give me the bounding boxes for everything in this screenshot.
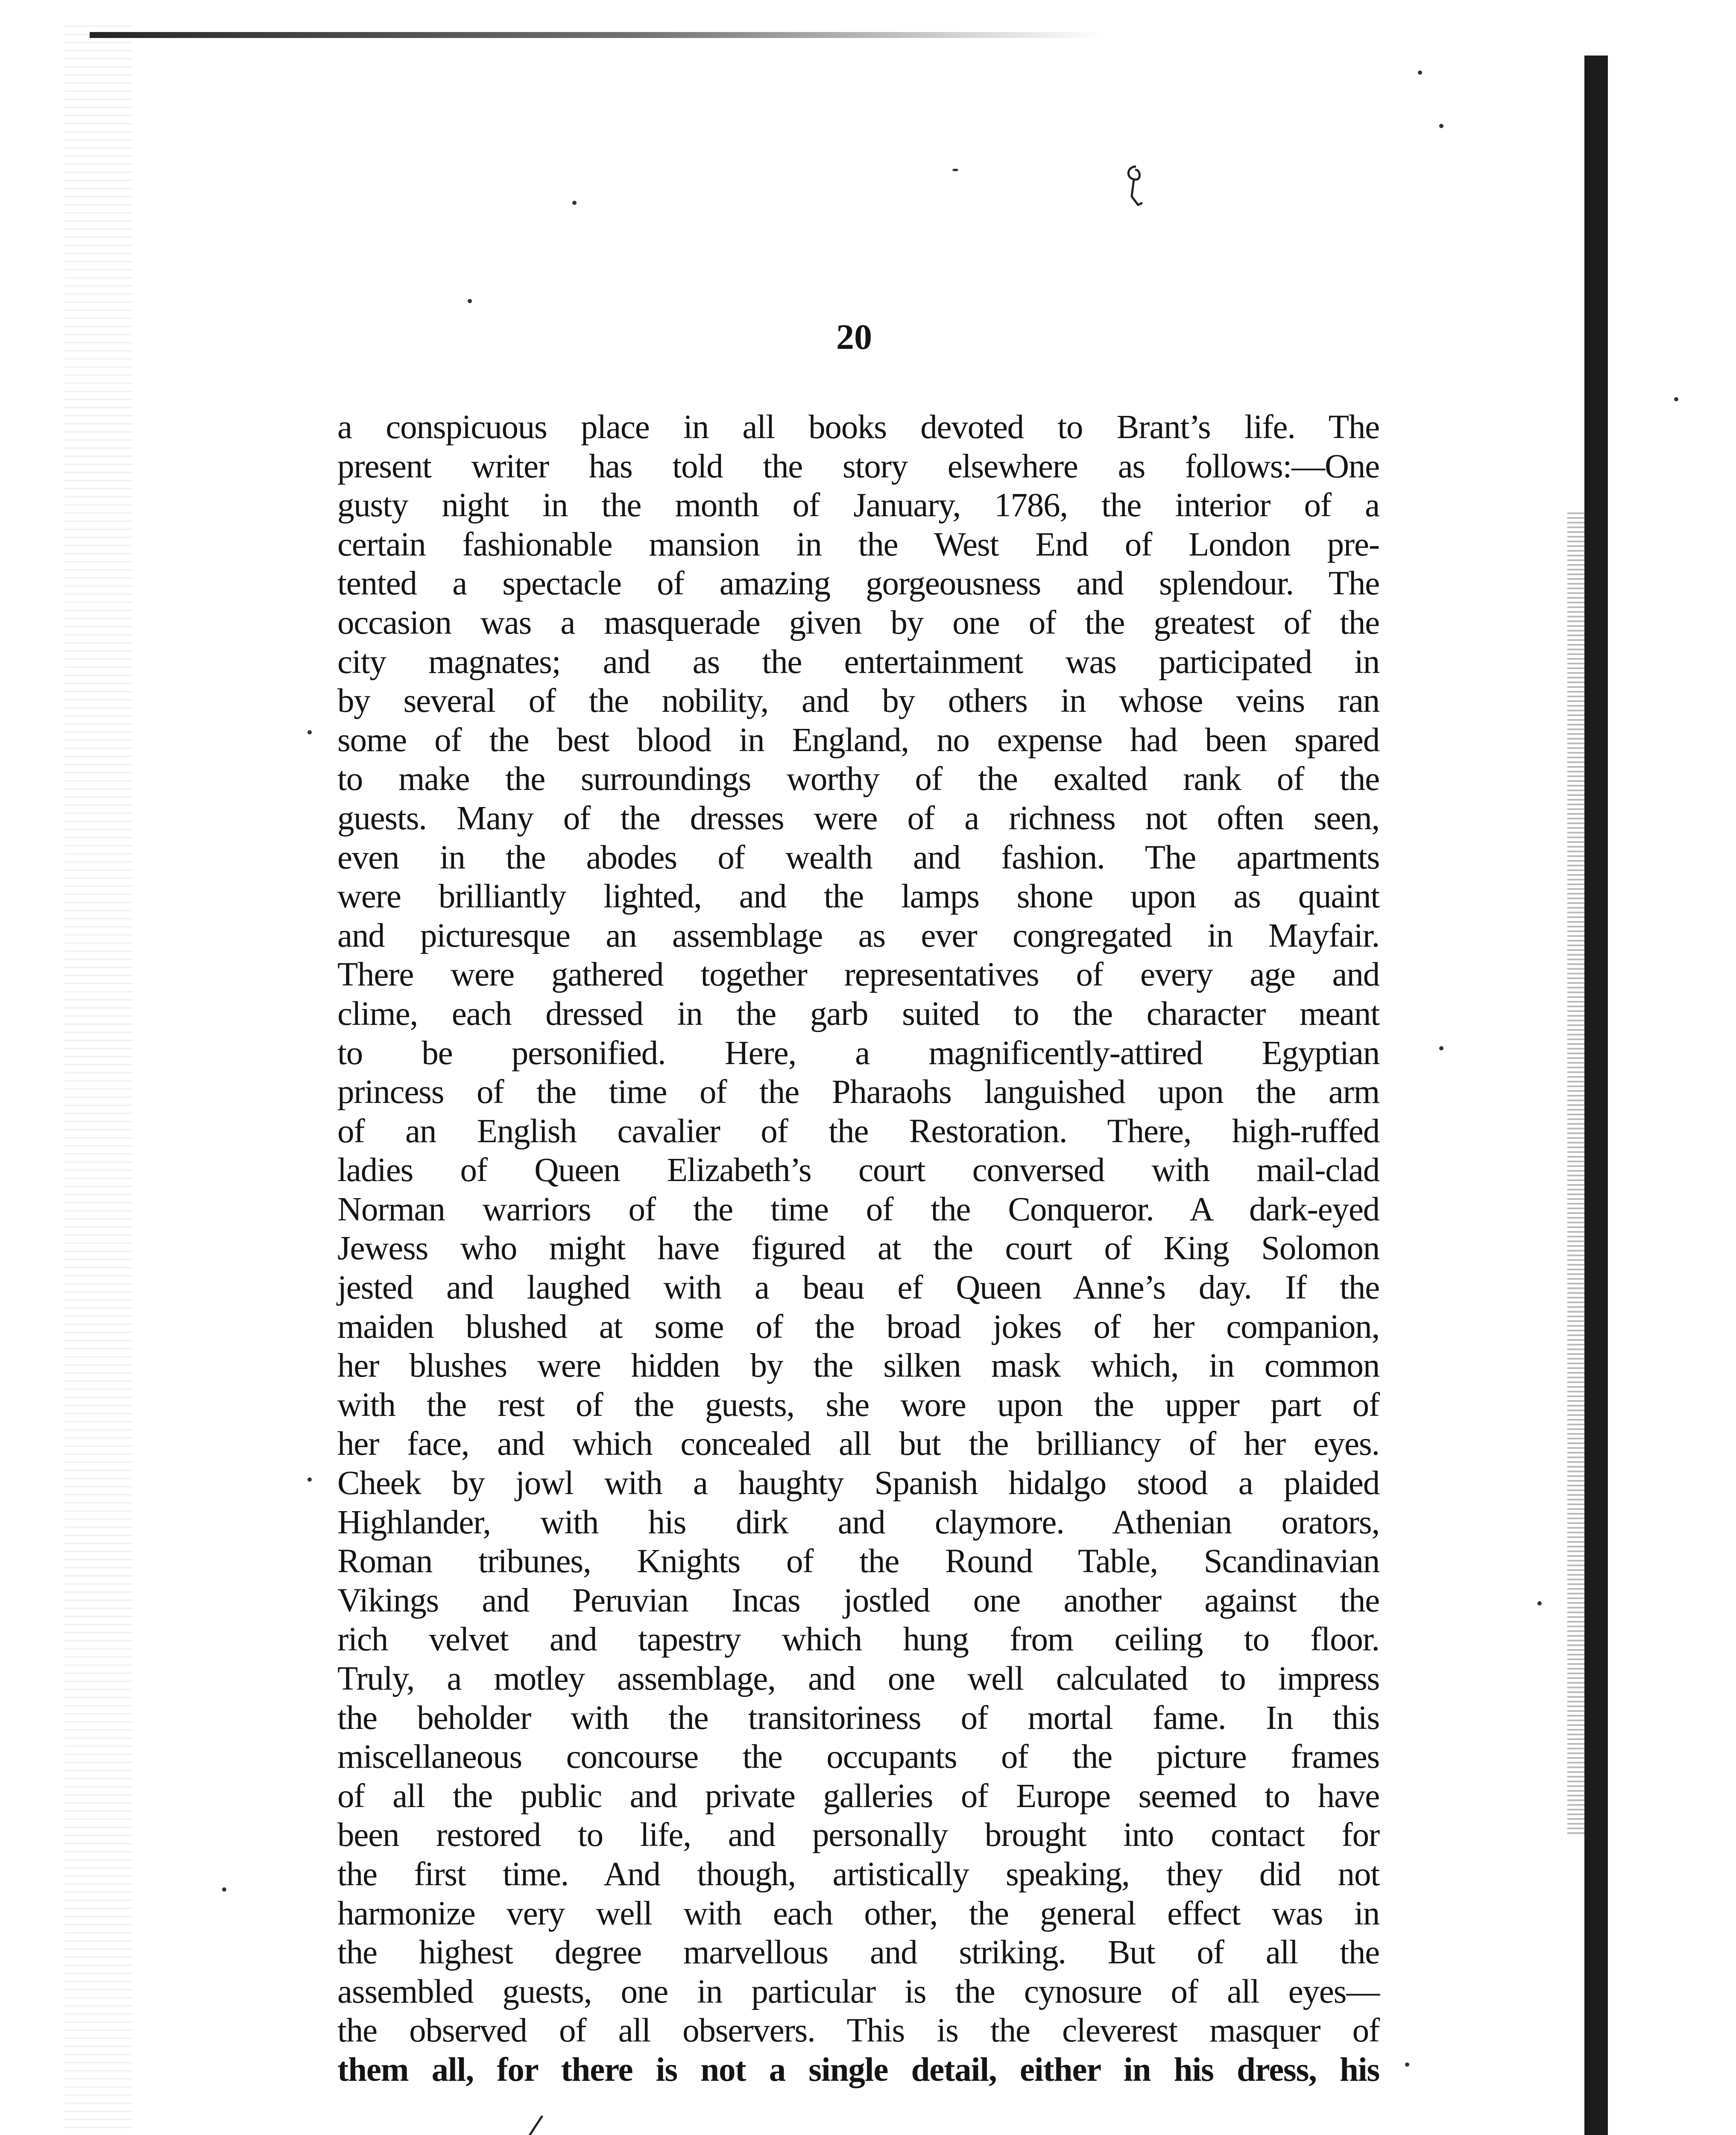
scan-speck [952, 169, 958, 171]
pen-stroke-mark [495, 2114, 547, 2135]
text-line: occasion was a masquerade given by one of the greatest of the [337, 604, 1379, 641]
text-line: Truly, a motley assemblage, and one well calculated to impress [337, 1660, 1379, 1697]
text-line: her blushes were hidden by the silken mask which, in common [337, 1347, 1379, 1385]
text-line: and picturesque an assemblage as ever congregated in Mayfair. [337, 917, 1379, 954]
scan-speck [1439, 124, 1443, 128]
text-line: certain fashionable mansion in the West End of London pre- [337, 526, 1379, 563]
scan-speck [222, 1887, 226, 1892]
text-line: the beholder with the transitoriness of mortal fame. In this [337, 1699, 1379, 1737]
pencil-mark [1119, 162, 1149, 218]
text-line: clime, each dressed in the garb suited to the character meant [337, 995, 1379, 1032]
text-line: assembled guests, one in particular is the cynosure of all eyes— [337, 1973, 1379, 2010]
text-line: present writer has told the story elsewhere as follows:—One [337, 447, 1379, 485]
text-line: princess of the time of the Pharaohs languished upon the arm [337, 1073, 1379, 1111]
text-line: Roman tribunes, Knights of the Round Table, Scandinavian [337, 1543, 1379, 1580]
text-line: miscellaneous concourse the occupants of the picture frames [337, 1738, 1379, 1776]
text-line: gusty night in the month of January, 1786, the interior of a [337, 487, 1379, 524]
scan-speck [468, 299, 472, 303]
text-line: maiden blushed at some of the broad jokes of her companion, [337, 1308, 1379, 1345]
text-line: of an English cavalier of the Restoration. There, high-ruffed [337, 1112, 1379, 1150]
text-line: guests. Many of the dresses were of a richness not often seen, [337, 799, 1379, 837]
scan-speck [1674, 397, 1678, 401]
scan-speck [1405, 2062, 1409, 2067]
scan-speck [1439, 1046, 1443, 1050]
scan-binding-shadow [64, 26, 132, 2135]
text-line: to be personified. Here, a magnificently-attired Egyptian [337, 1034, 1379, 1072]
text-line: jested and laughed with a beau ef Queen Anne’s day. If the [337, 1269, 1379, 1307]
text-line: city magnates; and as the entertainment was participated in [337, 643, 1379, 681]
text-line: There were gathered together representatives of every age and [337, 956, 1379, 994]
text-line: harmonize very well with each other, the general effect was in [337, 1895, 1379, 1932]
text-line: Jewess who might have figured at the court of King Solomon [337, 1230, 1379, 1267]
text-line: them all, for there is not a single detail, either in his dress, his [337, 2051, 1379, 2088]
text-line: of all the public and private galleries of Europe seemed to have [337, 1777, 1379, 1815]
text-line: some of the best blood in England, no expense had been spared [337, 721, 1379, 759]
text-line: even in the abodes of wealth and fashion. The apartments [337, 839, 1379, 876]
text-line: by several of the nobility, and by others in whose veins ran [337, 682, 1379, 720]
text-line: were brilliantly lighted, and the lamps shone upon as quaint [337, 878, 1379, 915]
text-line: been restored to life, and personally brought into contact for [337, 1816, 1379, 1854]
text-line: the first time. And though, artistically speaking, they did not [337, 1855, 1379, 1893]
scan-top-edge [90, 32, 1102, 38]
text-line: the highest degree marvellous and striking. But of all the [337, 1934, 1379, 1971]
scan-speck [307, 730, 312, 734]
text-line: with the rest of the guests, she wore upon the upper part of [337, 1386, 1379, 1424]
scan-speck [1418, 70, 1422, 75]
text-line: tented a spectacle of amazing gorgeousness and splendour. The [337, 565, 1379, 602]
scan-right-edge [1584, 56, 1608, 2135]
scan-speck [572, 201, 577, 205]
text-line: Cheek by jowl with a haughty Spanish hidalgo stood a plaided [337, 1465, 1379, 1502]
text-line: to make the surroundings worthy of the exalted rank of the [337, 760, 1379, 798]
scan-speck [1537, 1601, 1542, 1606]
text-line: the observed of all observers. This is the cleverest masquer of [337, 2012, 1379, 2050]
scan-speck [307, 1477, 312, 1482]
text-line: Norman warriors of the time of the Conqueror. A dark-eyed [337, 1190, 1379, 1228]
text-line: ladies of Queen Elizabeth’s court conversed with mail-clad [337, 1152, 1379, 1189]
text-line: her face, and which concealed all but the brilliancy of her eyes. [337, 1425, 1379, 1463]
body-text [337, 408, 1379, 2090]
text-line: a conspicuous place in all books devoted to Brant’s life. The [337, 409, 1379, 446]
text-line: Highlander, with his dirk and claymore. Athenian orators, [337, 1503, 1379, 1541]
text-line: Vikings and Peruvian Incas jostled one another against the [337, 1582, 1379, 1619]
page-number: 20 [836, 317, 872, 357]
text-line: rich velvet and tapestry which hung from ceiling to floor. [337, 1621, 1379, 1658]
scan-right-edge-fray [1567, 512, 1584, 1836]
